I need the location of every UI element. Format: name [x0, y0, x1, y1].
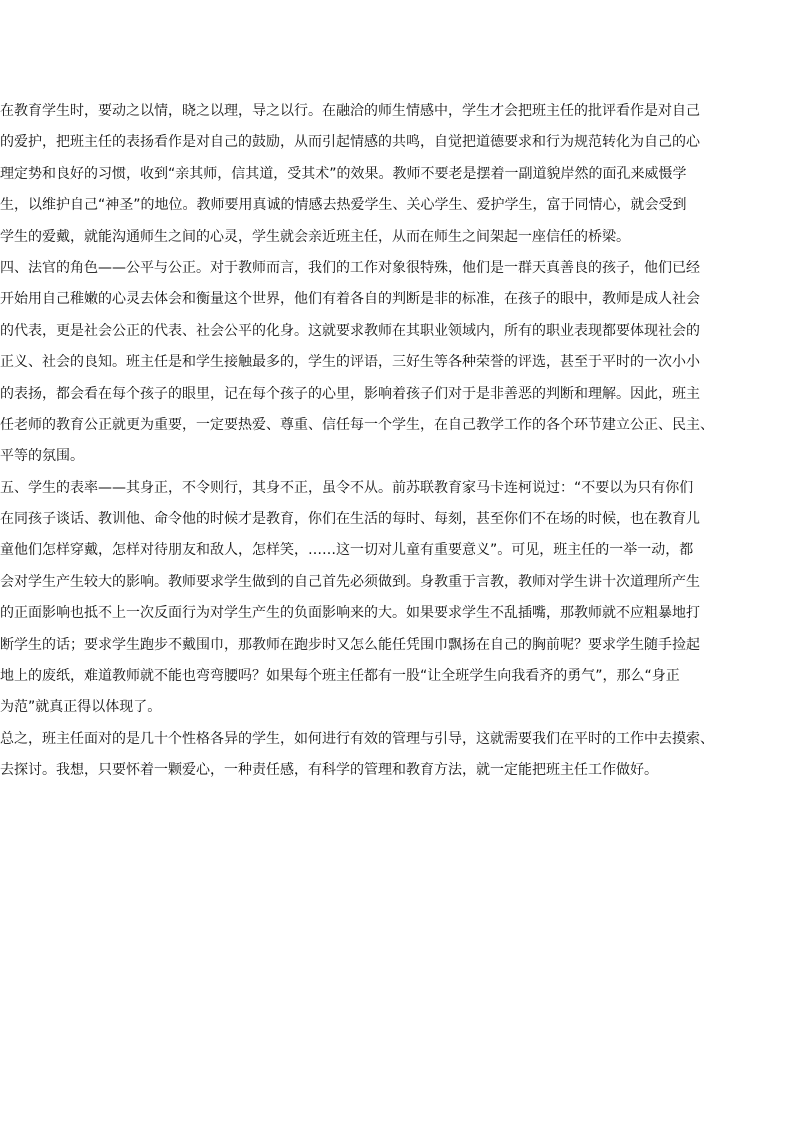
text-line-11: 任老师的教育公正就更为重要，一定要热爱、尊重、信任每一个学生，在自己教学工作的各个环节建立公正、民主、 — [0, 416, 714, 433]
text-line-14: 在同孩子谈话、教训他、命令他的时候才是教育，你们在生活的每时、每刻，甚至你们不在场的时候，也在教育儿 — [0, 511, 700, 528]
text-line-9: 正义、社会的良知。班主任是和学生接触最多的，学生的评语，三好生等各种荣誉的评选，甚至于平时的一次小小 — [0, 354, 700, 371]
text-line-7: 开始用自己稚嫩的心灵去体会和衡量这个世界，他们有着各自的判断是非的标准，在孩子的眼中，教师是成人社会 — [0, 291, 700, 308]
text-line-17: 的正面影响也抵不上一次反面行为对学生产生的负面影响来的大。如果要求学生不乱插嘴，那教师就不应粗暴地打 — [0, 605, 700, 622]
text-line-21: 总之，班主任面对的是几十个性格各异的学生，如何进行有效的管理与引导，这就需要我们在平时的工作中去摸索、 — [0, 730, 714, 747]
text-line-19: 地上的废纸，难道教师就不能也弯弯腰吗？如果每个班主任都有一股“让全班学生向我看齐的勇气”，那么“身正 — [0, 668, 680, 685]
text-line-12: 平等的氛围。 — [0, 448, 84, 465]
text-line-20: 为范”就真正得以体现了。 — [0, 699, 162, 716]
document-body — [0, 100, 794, 791]
text-line-16: 会对学生产生较大的影响。教师要求学生做到的自己首先必须做到。身教重于言教，教师对学生讲十次道理所产生 — [0, 573, 700, 590]
text-line-4: 生，以维护自己“神圣”的地位。教师要用真诚的情感去热爱学生、关心学生、爱护学生，富于同情心，就会受到 — [0, 197, 687, 214]
text-line-13: 五、学生的表率——其身正，不令则行，其身不正，虽令不从。前苏联教育家马卡连柯说过：“不要以为只有你们 — [0, 479, 694, 496]
text-line-3: 理定势和良好的习惯，收到“亲其师，信其道，受其术”的效果。教师不要老是摆着一副道貌岸然的面孔来威慑学 — [0, 165, 687, 182]
text-line-18: 断学生的话；要求学生跑步不戴围巾，那教师在跑步时又怎么能任凭围巾飘扬在自己的胸前呢？要求学生随手捡起 — [0, 636, 700, 653]
text-line-10: 的表扬，都会看在每个孩子的眼里，记在每个孩子的心里，影响着孩子们对于是非善恶的判断和理解。因此，班主 — [0, 385, 700, 402]
text-line-6: 四、法官的角色——公平与公正。对于教师而言，我们的工作对象很特殊，他们是一群天真善良的孩子，他们已经 — [0, 259, 700, 276]
text-line-1: 在教育学生时，要动之以情，晓之以理，导之以行。在融洽的师生情感中，学生才会把班主任的批评看作是对自己 — [0, 103, 700, 119]
text-line-22: 去探讨。我想，只要怀着一颗爱心，一种责任感，有科学的管理和教育方法，就一定能把班主任工作做好。 — [0, 762, 658, 779]
text-line-15: 童他们怎样穿戴，怎样对待朋友和敌人，怎样笑，……这一切对儿童有重要意义”。可见，班主任的一举一动，都 — [0, 542, 694, 559]
text-line-2: 的爱护，把班主任的表扬看作是对自己的鼓励，从而引起情感的共鸣，自觉把道德要求和行为规范转化为自己的心 — [0, 134, 700, 151]
text-line-8: 的代表，更是社会公正的代表、社会公平的化身。这就要求教师在其职业领域内，所有的职业表现都要体现社会的 — [0, 322, 700, 339]
text-line-5: 学生的爱戴，就能沟通师生之间的心灵，学生就会亲近班主任，从而在师生之间架起一座信任的桥梁。 — [0, 228, 630, 245]
